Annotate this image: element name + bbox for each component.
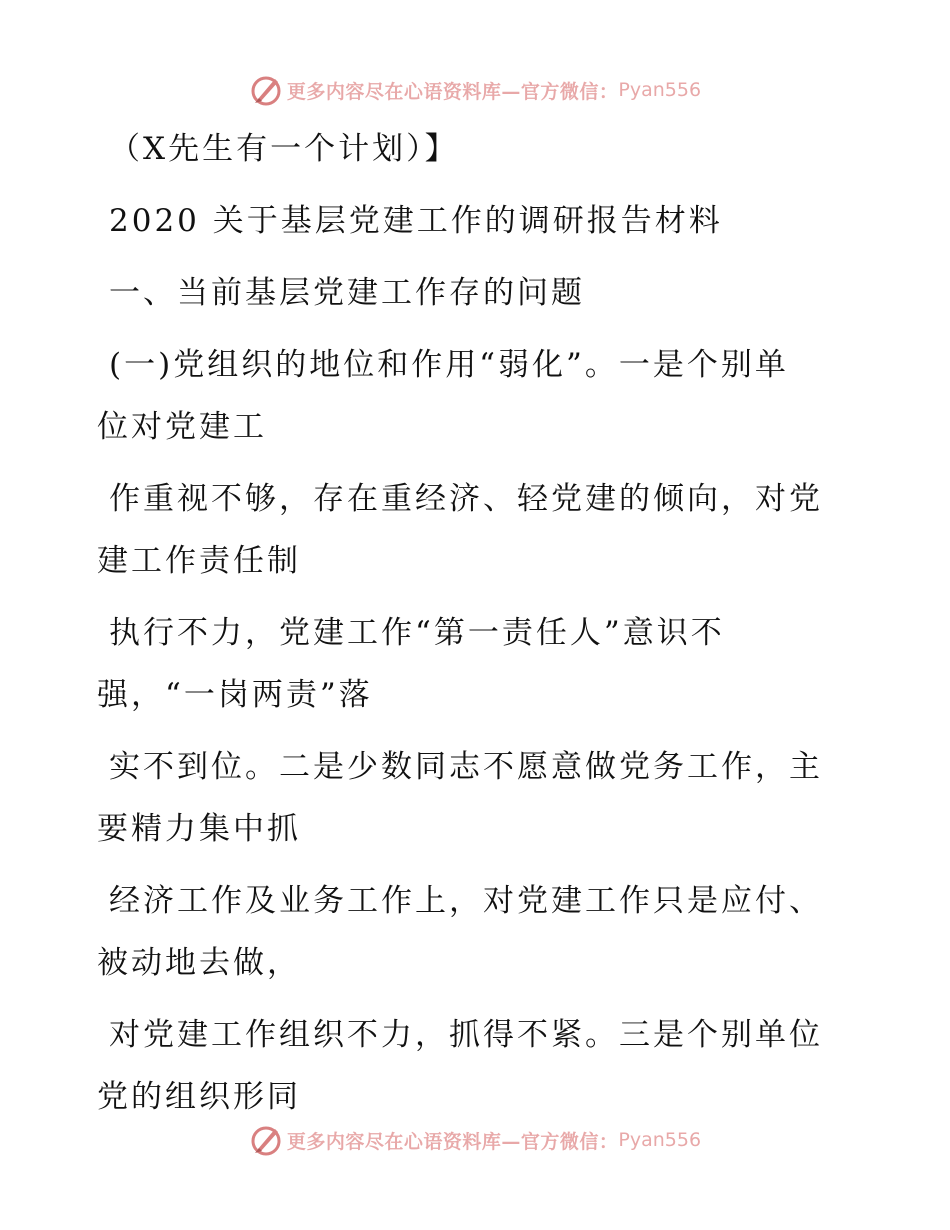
paragraph-8-line-2: 被动地去做， xyxy=(97,945,301,981)
header-watermark xyxy=(0,70,950,110)
section-heading: 一、当前基层党建工作存的问题 xyxy=(109,275,585,311)
paragraph-5-line-2: 建工作责任制 xyxy=(97,543,301,579)
paragraph-6-line-1: 执行不力，党建工作“第一责任人”意识不 xyxy=(109,615,725,651)
paragraph-9-line-1: 对党建工作组织不力，抓得不紧。三是个别单位 xyxy=(109,1017,823,1053)
watermark-text: 更多内容尽在心语资料库—官方微信： xyxy=(286,1130,619,1153)
quill-logo-icon xyxy=(249,73,283,107)
paragraph-7-line-2: 要精力集中抓 xyxy=(97,811,301,847)
quill-logo-icon xyxy=(249,1123,283,1157)
watermark-wechat-id: Pyan556 xyxy=(618,1129,702,1151)
paragraph-6-line-2: 强，“一岗两责”落 xyxy=(97,677,373,713)
watermark-text: 更多内容尽在心语资料库—官方微信： xyxy=(286,80,619,103)
paragraph-5-line-1: 作重视不够，存在重经济、轻党建的倾向，对党 xyxy=(109,481,823,517)
watermark-wechat-id: Pyan556 xyxy=(618,79,702,101)
paragraph-1-line-1: （X先生有一个计划）】 xyxy=(109,131,459,167)
paragraph-7-line-1: 实不到位。二是少数同志不愿意做党务工作，主 xyxy=(109,749,823,785)
paragraph-4-line-2: 位对党建工 xyxy=(97,409,267,445)
paragraph-9-line-2: 党的组织形同 xyxy=(97,1079,301,1115)
paragraph-4-line-1: (一)党组织的地位和作用“弱化”。一是个别单 xyxy=(109,347,789,383)
document-title: 2020 关于基层党建工作的调研报告材料 xyxy=(109,203,723,239)
footer-watermark xyxy=(0,1120,950,1160)
document-body xyxy=(97,118,837,1128)
paragraph-8-line-1: 经济工作及业务工作上，对党建工作只是应付、 xyxy=(109,883,823,919)
